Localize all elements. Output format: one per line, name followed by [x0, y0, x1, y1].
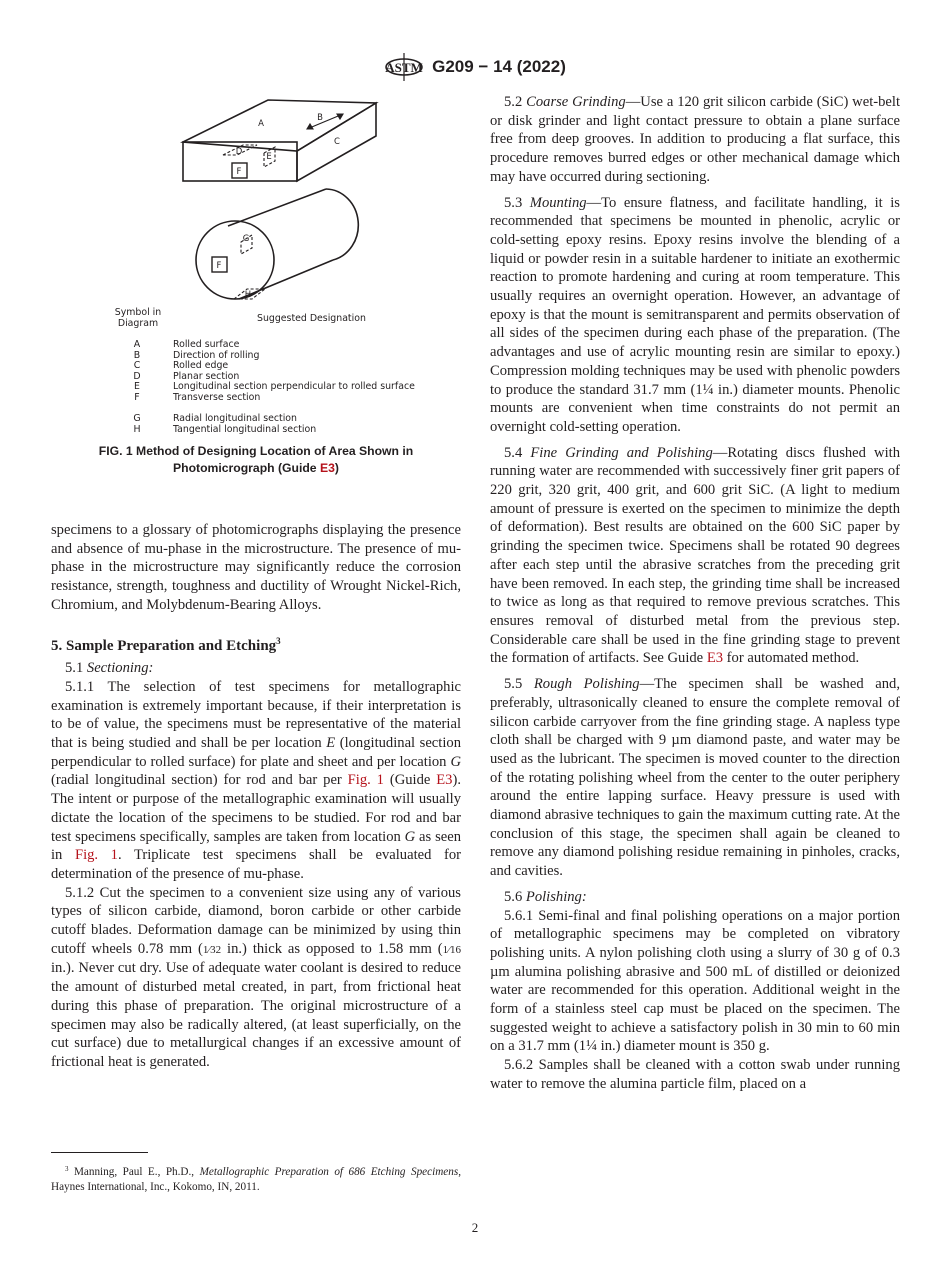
location-e: E [326, 735, 336, 752]
label-f-block: F [236, 167, 242, 177]
label-h: H [244, 290, 252, 300]
legend-col1-header-line2: Diagram [117, 317, 159, 329]
paragraph-5-1-2 [51, 884, 461, 1072]
specimen-diagram [111, 93, 411, 308]
label-d: D [235, 147, 243, 157]
section-5-heading [51, 632, 461, 656]
text: ). The intent or purpose of the metallographic examination will usually dictate the location of the specimens to be studied. For rod and bar test specimens specifically, samples are taken from location [51, 772, 461, 845]
link-guide-e3[interactable]: E3 [706, 650, 724, 667]
subsection-5-1 [51, 659, 461, 678]
location-g: G [450, 753, 461, 770]
label-c: C [334, 137, 340, 147]
paragraph-5-3 [490, 194, 900, 437]
legend-designation: Longitudinal section perpendicular to rolled surface [173, 381, 415, 392]
footnote-title: Metallographic Preparation of 686 Etching Specimens [199, 1166, 459, 1178]
footnote-ref-3[interactable]: 3 [276, 635, 281, 646]
text: (radial longitudinal section) for rod and bar per [51, 772, 348, 789]
intro-paragraph: specimens to a glossary of photomicrographs displaying the presence and absence of mu-phase in the microstructure. The presence of mu-phase in the microstructure may significantly reduce the corrosion resistance, strength, toughness and ductility of Wrought Nickel-Rich, Chromium, and Molybdenum-Bearing Alloys. [51, 522, 461, 613]
legend-symbol: D [133, 370, 141, 382]
section-title: Rough Polishing [533, 676, 640, 693]
label-g: G [242, 234, 250, 244]
label-f-cylinder: F [216, 261, 222, 271]
legend-symbol: F [134, 391, 140, 403]
text: 5.1.2 Cut the specimen to a convenient size using any of various types of silicon carbide, diamond, boron carbide or other carbide cutoff blades. Deformation damage can be minimized by using thin cutoff wheels 0.78 mm ( [51, 884, 461, 957]
legend-designation: Radial longitudinal section [173, 413, 297, 424]
text: as seen in [51, 828, 461, 864]
paragraph-5-5 [490, 675, 900, 881]
link-fig-1[interactable]: Fig. 1 [74, 847, 118, 864]
subsection-number: 5.1 [65, 660, 84, 677]
text: (longitudinal section perpendicular to rolled surface) for plate and sheet and per location [51, 735, 461, 770]
paragraph-5-2 [490, 93, 900, 187]
legend-symbol: H [133, 423, 141, 435]
section-number: 5.4 [504, 444, 523, 461]
legend-designation: Rolled surface [173, 339, 240, 350]
legend-designation: Tangential longitudinal section [173, 423, 317, 435]
paragraph-5-6-2: 5.6.2 Samples shall be cleaned with a cotton swab under running water to remove the alumina particle film, placed on a [490, 1057, 900, 1092]
svg-text:ASTM: ASTM [385, 60, 423, 75]
subsection-title: Sectioning: [86, 660, 154, 677]
fraction: 1⁄32 [202, 943, 222, 956]
link-guide-e3[interactable]: E3 [436, 772, 453, 789]
section-title: Polishing: [525, 888, 587, 905]
right-column [490, 93, 900, 1094]
legend-designation: Direction of rolling [173, 349, 260, 361]
legend-col2-header: Suggested Designation [257, 313, 366, 324]
text: (Guide [383, 772, 437, 789]
legend-col1-header-line1: Symbol in [114, 307, 162, 318]
section-title: Mounting [529, 194, 587, 211]
page-header [0, 52, 950, 87]
section-number: 5.3 [504, 194, 523, 211]
text: —Use a 120 grit silicon carbide (SiC) wet-belt or disk grinder and light contact pressure to obtain a plane surface free from deep grooves. In addition to producing a flat surface, this procedure removes burred edges or other mechanical damage which may have occurred during sectioning. [490, 94, 900, 185]
document-id: G209 − 14 (2022) [432, 57, 566, 76]
text: —Rotating discs flushed with running water are recommended with successively finer grit papers of 220 grit, 320 grit, 400 grit, and 600 grit SiC. (A light to medium amount of pressure is exerted on the specimen to minimize the depth of deformation). Best results are obtained on the 600 SiC paper by grinding the specimen twice. Specimens shall be rotated 90 degrees after each step until the abrasive scratches from the preceding grit have been removed. In each step, the grinding time shall be increased to twice as long as that required to remove previous scratches. This ensures removal of disturbed metal from the previous step. Considerable care shall be used in the fine grinding stage to prevent the formation of artifacts. See Guide [490, 444, 900, 667]
section-number: 5.2 [504, 94, 523, 110]
section-title: Fine Grinding and Polishing [530, 444, 713, 461]
left-column [51, 521, 461, 1072]
label-e: E [266, 152, 272, 162]
location-g: G [404, 828, 416, 845]
label-b: B [317, 113, 323, 123]
link-guide-e3[interactable]: E3 [319, 461, 335, 475]
page-number: 2 [471, 1220, 479, 1235]
text: 5.1.1 The selection of test specimens for metallographic examination is extremely important because, if their interpretation is to be of value, the specimens must be representative of the material that is being studied and shall be per location [51, 678, 461, 752]
section-title: Coarse Grinding [526, 94, 626, 110]
legend-symbol: E [134, 381, 140, 392]
link-fig-1[interactable]: Fig. 1 [347, 772, 384, 789]
footnote-number: 3 [65, 1165, 69, 1173]
legend-symbol: G [133, 413, 141, 424]
text: in.) thick as opposed to 1.58 mm ( [221, 940, 443, 957]
legend-symbol: A [133, 339, 141, 350]
astm-logo-icon [384, 52, 424, 82]
paragraph-5-1-1 [51, 678, 461, 884]
label-a: A [258, 119, 264, 129]
legend-symbol: B [133, 349, 141, 361]
footnote-publisher: , Haynes International, Inc., Kokomo, IN, 2011. [51, 1166, 461, 1193]
caption-text-end: ) [334, 461, 339, 475]
figure-caption [51, 443, 461, 477]
legend-designation: Rolled edge [173, 360, 229, 371]
text: —To ensure flatness, and facilitate handling, it is recommended that specimens be mounted in phenolic, acrylic or cold-setting epoxy resins. Epoxy resins involve the blending of a liquid or powder resin in a suitable hardener to initiate an exothermic reaction to promote hardening and curing at room temperature. This usually requires an overnight operation. However, an advantage of epoxy is that the mount is semitransparent and permits observation of all sides of the specimen during each phase of the preparation. (The advantages and use of acrylic mounting resin are similar to epoxy.) Compression molding techniques may be used with phenolic powders to produce the standard 31.7 mm (1¼ in.) diameter mounts. Phenolic mounts are convenient when time constraints do not permit an overnight cold-setting operation. [490, 194, 900, 435]
fraction: 1⁄16 [442, 943, 461, 956]
section-heading-text: 5. Sample Preparation and Etching [51, 637, 277, 654]
footnote-3 [51, 1162, 461, 1195]
subsection-5-6 [490, 888, 900, 907]
text: in.). Never cut dry. Use of adequate water coolant is desired to reduce the amount of disturbed metal created, in part, from frictional heat during this phase of preparation. The original microstructure of a specimen may also be radically altered, (at least superficially, on the cut surface) due to metallurgical changes if an excessive amount of frictional heat is generated. [51, 960, 461, 1070]
legend-symbol: C [133, 360, 141, 371]
legend-designation: Planar section [173, 370, 240, 382]
text: . Triplicate test specimens shall be evaluated for determination of the presence of mu-phase. [51, 847, 462, 882]
footnote-author: Manning, Paul E., Ph.D., [68, 1166, 200, 1178]
text: for automated method. [723, 650, 860, 667]
paragraph-5-4 [490, 444, 900, 668]
paragraph-5-6-1: 5.6.1 Semi-final and final polishing operations on a major portion of metallographic specimens may be completed on vibratory polishing units. A nylon polishing cloth using a slurry of 30 g of 0.3 µm alumina polishing abrasive and 500 mL of distilled or deionized water are recommended for this operation. Additional weight in the form of a stainless steel cap must be placed on the specimen. The suggested weight to achieve a satisfactory polish in 30 min to 60 min on a 31.7 mm (1¼ in.) diameter mount is 350 g. [490, 907, 900, 1055]
caption-text: FIG. 1 Method of Designing Location of Area Shown in Photomicrograph (Guide [98, 444, 414, 475]
legend-designation: Transverse section [173, 391, 261, 403]
text: —The specimen shall be washed and, preferably, ultrasonically cleaned to ensure the complete removal of silicon carbide carryover from the fine grinding stage. A napless type cloth shall be charged with 9 µm diamond paste, and water may be used as the lubricant. The specimen is moved counter to the direction of the rotating polishing wheel from the center to the outer periphery around the entire lapping surface. Heavy pressure is used with diamond abrasive techniques to gain the maximum cutting rate. At the conclusion of this stage, the specimen shall again be cleaned to remove any diamond polishing residue remaining in pinholes, cracks, and cavities. [490, 676, 900, 880]
section-number: 5.6 [504, 888, 523, 905]
section-number: 5.5 [504, 676, 523, 693]
footnote-divider [51, 1152, 148, 1153]
